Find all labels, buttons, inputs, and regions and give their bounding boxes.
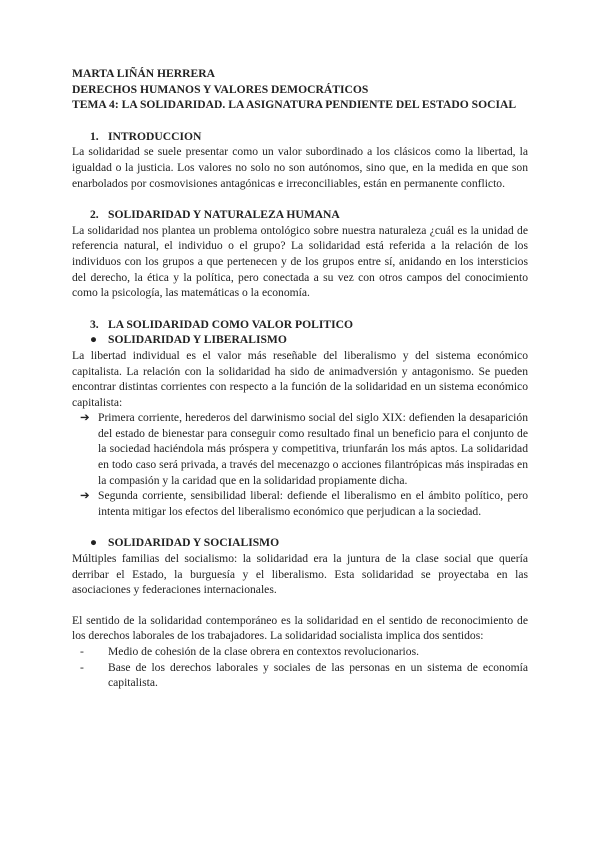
section-heading-naturaleza-humana [72, 207, 528, 223]
bullet-icon: ● [90, 536, 98, 550]
paragraph-solidaridad-contemporanea: El sentido de la solidaridad contemporáneo es la solidaridad en el sentido de reconocimiento de los derechos laborales de los trabajadores. La solidaridad socialista implica dos sentidos: [72, 613, 528, 643]
list-item-text: Primera corriente, herederos del darwinismo social del siglo XIX: defienden la desaparición del estado de bienestar para conseguir como resultado final un beneficio para el conjunto de la sociedad haciéndola más próspera y competitiva, triunfarán los más aptos. La solidaridad en todo caso será privada, a través del mecenazgo o acciones filantrópicas más inspiradas en la compasión y la caridad que en la solidaridad propiamente dicha. [98, 411, 528, 487]
list-item-text: Base de los derechos laborales y sociales de las personas en un sistema de economía capitalista. [108, 660, 528, 690]
section-title: SOLIDARIDAD Y NATURALEZA HUMANA [108, 208, 340, 222]
subsection-heading-socialismo [72, 535, 528, 551]
bullet-icon: ● [90, 333, 98, 347]
section-heading-valor-politico [72, 317, 528, 333]
topic-title: TEMA 4: LA SOLIDARIDAD. LA ASIGNATURA PENDIENTE DEL ESTADO SOCIAL [72, 98, 517, 112]
arrow-icon: ➔ [80, 411, 90, 425]
document-page [72, 66, 528, 691]
dash-bullet: - [80, 660, 84, 674]
section-title: LA SOLIDARIDAD COMO VALOR POLITICO [108, 317, 354, 331]
list-item [72, 644, 528, 660]
subsection-paragraph-liberalismo: La libertad individual es el valor más reseñable del liberalismo y del sistema económico capitalista. La relación con la solidaridad ha sido de animadversión y antagonismo. Se pueden encontrar distintas corrientes con respecto a la función de la solidaridad en un sistema económico capitalista: [72, 348, 528, 409]
section-number: 3. [90, 317, 99, 331]
author-name: MARTA LIÑÁN HERRERA [72, 67, 216, 80]
subsection-paragraph-socialismo: Múltiples familias del socialismo: la solidaridad era la juntura de la clase social que quería derribar el Estado, la burguesía y el liberalismo. Esta solidaridad se proyectaba en las asociaciones y federaciones internacionales. [72, 552, 528, 597]
subsection-heading-liberalismo [72, 332, 528, 348]
list-item-text: Segunda corriente, sensibilidad liberal: defiende el liberalismo en el ámbito político, pero intenta mitigar los efectos del liberalismo económico que perjudican a la sociedad. [98, 489, 528, 518]
list-item [72, 660, 528, 691]
course-title: DERECHOS HUMANOS Y VALORES DEMOCRÁTICOS [72, 82, 369, 96]
list-item-text: Medio de cohesión de la clase obrera en contextos revolucionarios. [108, 645, 419, 658]
section-heading-introduccion [72, 129, 528, 145]
arrow-icon: ➔ [80, 489, 90, 503]
section-paragraph-introduccion: La solidaridad se suele presentar como un valor subordinado a los clásicos como la libertad, la igualdad o la justicia. Los valores no solo no son autónomos, sino que, en la medida en que son enarbolados por cosmovisiones antagónicas e irreconciliables, están en permanente conflicto. [72, 145, 528, 190]
subsection-title: SOLIDARIDAD Y SOCIALISMO [108, 536, 280, 550]
subsection-title: SOLIDARIDAD Y LIBERALISMO [108, 333, 287, 347]
section-title: INTRODUCCION [108, 129, 202, 143]
section-paragraph-naturaleza-humana: La solidaridad nos plantea un problema ontológico sobre nuestra naturaleza ¿cuál es la unidad de referencia natural, el individuo o el grupo? La solidaridad está referida a la relación de los individuos con los grupos a que pertenecen y de los grupos entre sí, anidando en los intersticios del derecho, la ética y la política, pero conectada a su vez con otros campos del conocimiento como la psicología, las matemáticas o la economía. [72, 223, 528, 300]
list-item [72, 410, 528, 488]
section-number: 2. [90, 208, 99, 222]
dash-bullet: - [80, 645, 84, 658]
section-number: 1. [90, 129, 99, 143]
list-item [72, 488, 528, 519]
